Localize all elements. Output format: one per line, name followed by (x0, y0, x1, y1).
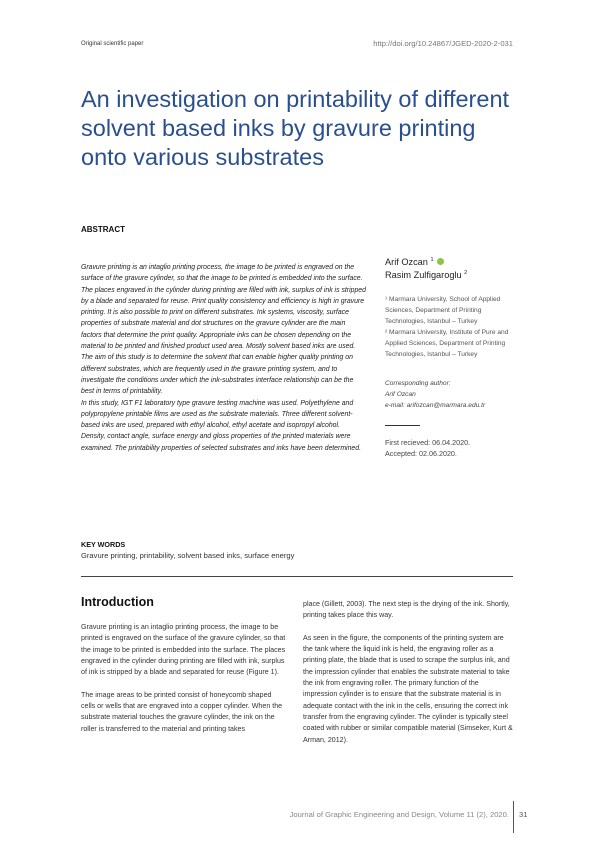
author-2-name: Rasim Zulfigaroglu (385, 270, 462, 280)
abstract-paragraph-1: Gravure printing is an intaglio printing process, the image to be printed is engraved on the surface of the gravure cylinder, so that the image to be printed is embedded into the surface. The places engraved in the cylinder during printing are filled with ink, surplus of ink is stripped by a blade and separated for reuse. Print quality consistency and efficiency is high in gravure printing. It is also possible to print on different substrates. Ink systems, viscosity, surface properties of substrate material and dot structures on the gravure cylinder are the main factors that determine the print quality. Appropriate inks can be chosen depending on the material to be printed and finished product used area. Mostly solvent based inks are used. The aim of this study is to determine the solvent that can enable higher quality printing on different substrates, which are frequently used in the gravure printing system, and to investigate the conditions under which the ink-substrates interface relationship can be the best in terms of printability. (81, 264, 366, 396)
author-1 (385, 256, 520, 269)
abstract-heading: ABSTRACT (81, 225, 125, 234)
paper-title: An investigation on printability of different solvent based inks by gravure printing onto various substrates (81, 86, 510, 170)
intro-left-paragraph-2: The image areas to be printed consist of honeycomb shaped cells or wells that are engraved into a copper cylinder. When the substrate material touches the gravure cylinder, the ink on the roller is transferred to the material and printing takes (81, 690, 283, 733)
accepted-date: Accepted: 02.06.2020. (385, 448, 457, 458)
author-2-sup: 2 (464, 269, 468, 276)
author-2 (385, 269, 520, 282)
article-category: Original scientific paper (81, 41, 144, 47)
author-sidebar (385, 256, 520, 459)
keywords-heading: KEY WORDS (81, 540, 126, 549)
section-divider (81, 576, 513, 577)
received-date: First recieved: 06.04.2020. (385, 437, 471, 447)
corresponding-author (385, 378, 520, 411)
intro-left-column (81, 622, 286, 746)
corresponding-label: Corresponding author: (385, 379, 451, 387)
keywords-text: Gravure printing, printability, solvent based inks, surface energy (81, 551, 295, 560)
affiliation-2: ² Marmara University, Institute of Pure and Applied Sciences, Department of Printing Technologies, Istanbul – Turkey (385, 329, 509, 359)
intro-right-paragraph-1: place (Gillett, 2003). The next step is the drying of the ink. Shortly, printing takes place this way. (303, 600, 510, 620)
intro-right-paragraph-2: As seen in the figure, the components of the printing system are the tank where the liquid ink is held, the engraving roller as a printing plate, the blade that is used to scrape the surplus ink, and the impression cylinder that enables the substrate material to take the ink from engraving roller. The primary function of the impression cylinder is to ensure that the substrate material is in adequate contact with the ink in the cells, ensuring the correct ink transfer from the engraving cylinder. The cylinder is typically steel coated with rubber or similar compatible material (Simseker, Kurt & Arman, 2012). (303, 633, 513, 744)
article-dates (385, 437, 520, 459)
abstract-paragraph-2: In this study, IGT F1 laboratory type gravure testing machine was used. Polyethylene and polypropylene printable films are used as the substrate materials. Three different solvent-based inks are used, prepared with ethyl alcohol, ethyl acetate and isopropyl alcohol. Density, contact angle, surface energy and gloss properties of the printed materials were examined. The printability properties of selected substrates and inks have been determined. (81, 399, 361, 452)
introduction-heading: Introduction (81, 595, 154, 609)
journal-footer: Journal of Graphic Engineering and Design, Volume 11 (2), 2020. (289, 810, 509, 819)
dates-divider (385, 425, 420, 426)
intro-left-paragraph-1: Gravure printing is an intaglio printing process, the image to be printed is engraved on the surface of the gravure cylinder, so that the image to be printed is embedded into the surface. The places engraved in the cylinder during printing are filled with ink, surplus of ink is stripped by a blade and separated for reuse (Figure 1). (81, 623, 286, 677)
corresponding-email[interactable]: e-mail: arifozcan@marmara.edu.tr (385, 401, 486, 409)
abstract-body (81, 262, 366, 454)
affiliation-1: ¹ Marmara University, School of Applied Sciences, Department of Printing Technologies, Istanbul – Turkey (385, 296, 501, 326)
intro-right-column (303, 599, 513, 757)
author-1-sup: 1 (430, 256, 434, 263)
orcid-icon[interactable] (437, 258, 444, 265)
page-number: 31 (519, 810, 528, 819)
footer-divider (513, 801, 514, 833)
corresponding-name: Arif Ozcan (385, 390, 416, 398)
affiliations (385, 294, 520, 361)
author-1-name: Arif Ozcan (385, 257, 428, 267)
doi-link[interactable]: http://doi.org/10.24867/JGED-2020-2-031 (373, 39, 513, 48)
